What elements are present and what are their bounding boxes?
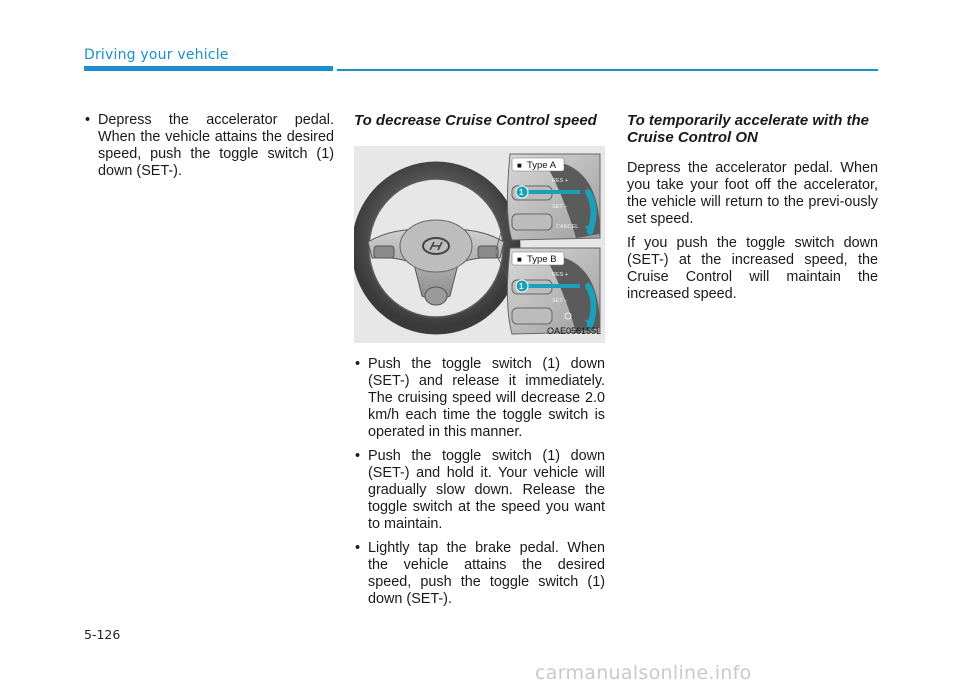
column-2 [354, 112, 605, 615]
subsection-heading: To temporarily accelerate with the Cruise Control ON [627, 112, 870, 146]
set-label: SET − [552, 204, 568, 210]
bullet-item [354, 356, 605, 441]
paragraph: Depress the accelerator pedal. When you take your foot off the accelerator, the vehicle will return to the previ-ously set speed. [627, 160, 878, 227]
column-1 [84, 112, 334, 187]
bullet-item [354, 448, 605, 533]
type-b-label: Type B [527, 254, 557, 265]
set-label: SET − [552, 298, 568, 304]
bullet-icon: • [355, 356, 361, 372]
bullet-text: Push the toggle switch (1) down (SET-) and release it immediately. The cruising speed will decrease 2.0 km/h each time the toggle switch is operated in this manner. [368, 356, 605, 440]
callout-number: 1 [519, 282, 524, 291]
bullet-icon: • [355, 540, 361, 556]
subsection-heading: To decrease Cruise Control speed [354, 112, 597, 129]
bullet-icon: • [355, 448, 361, 464]
legend-square-icon: ■ [517, 255, 522, 264]
figure-code: OAE056155L [546, 326, 601, 336]
bullet-text: Push the toggle switch (1) down (SET-) and hold it. Your vehicle will gradually slow down. Release the toggle switch at the speed you want to maintain. [368, 448, 605, 532]
bullet-item [84, 112, 334, 180]
res-label: RES + [552, 272, 569, 278]
cancel-label: CANCEL [556, 224, 579, 230]
bullet-text: Lightly tap the brake pedal. When the vehicle attains the desired speed, push the toggle switch (1) down (SET-). [368, 540, 605, 607]
section-title: Driving your vehicle [84, 47, 229, 63]
bullet-icon: • [85, 112, 91, 128]
bullet-text: Depress the accelerator pedal. When the vehicle attains the desired speed, push the toggle switch (1) down (SET-). [98, 112, 334, 179]
header-rule-thick [84, 66, 333, 71]
column-3 [627, 112, 878, 310]
steering-wheel-figure [354, 146, 605, 343]
callout-number: 1 [519, 188, 524, 197]
type-a-label: Type A [527, 160, 557, 171]
res-label: RES + [552, 178, 569, 184]
bullet-item [354, 540, 605, 608]
legend-square-icon: ■ [517, 161, 522, 170]
paragraph: If you push the toggle switch down (SET-) at the increased speed, the Cruise Control will maintain the increased speed. [627, 235, 878, 302]
header-rule-thin [337, 69, 878, 71]
steering-wheel-illustration [354, 146, 605, 343]
watermark: carmanualsonline.info [535, 662, 752, 684]
page-number: 5-126 [84, 627, 121, 642]
